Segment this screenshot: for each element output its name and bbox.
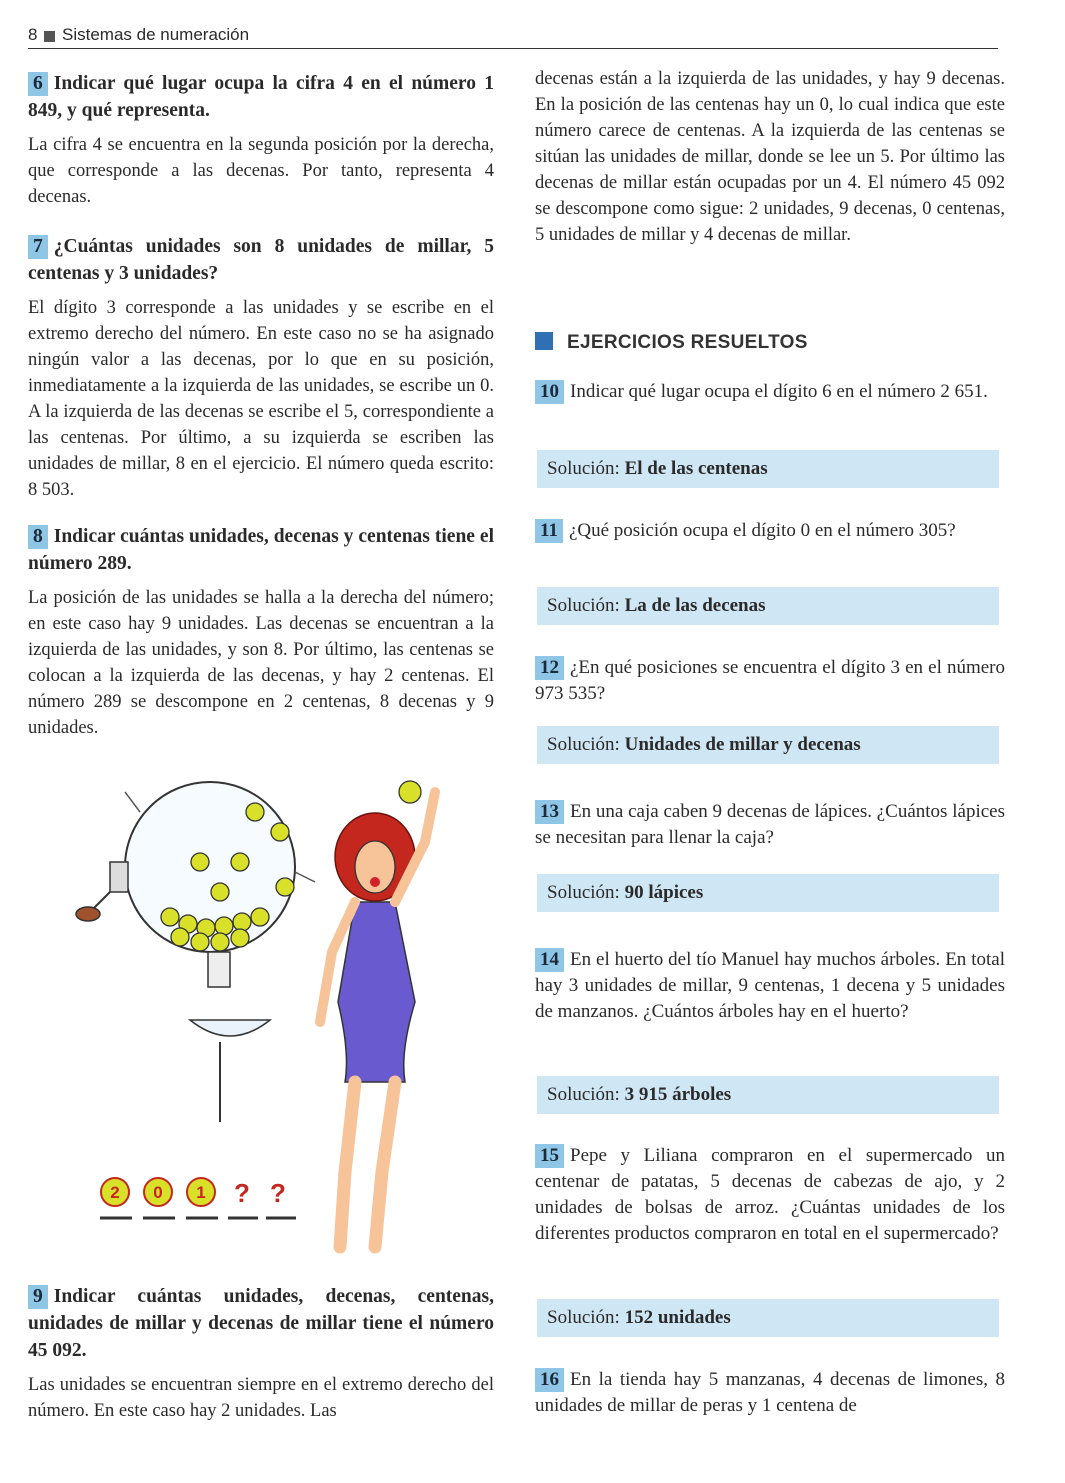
exercise-number: 11 xyxy=(535,519,563,543)
question-9-continuation: decenas están a la izquierda de las unidades, y hay 9 decenas. En la posición de las centenas hay un 0, lo cual indica que este número carece de centenas. A la izquierda de las centenas se sitúan las unidades de millar, donde se lee un 5. Por último las decenas de millar están ocupadas por un 4. El número 45 092 se descompone como sigue: 2 unidades, 9 decenas, 0 centenas, 5 unidades de millar y 4 decenas de millar. xyxy=(535,69,1005,245)
exercise-text: ¿En qué posiciones se encuentra el dígito 3 en el número 973 535? xyxy=(535,657,1005,704)
exercise-number: 10 xyxy=(535,380,564,404)
section-heading: EJERCICIOS RESUELTOS xyxy=(535,332,808,354)
question-6 xyxy=(28,70,494,210)
solution-box: Solución: 152 unidades xyxy=(537,1299,999,1337)
right-column xyxy=(535,66,1005,1416)
question-answer: El dígito 3 corresponde a las unidades y se escribe en el extremo derecho del número. En este caso no se ha asignado ningún valor a las decenas, por lo que en su posición, inmediatamente a la izquierda de las unidades, se escribe un 0. A la izquierda de las decenas se escribe el 5, correspondiente a las centenas. Por último, a su izquierda se escriben las unidades de millar, 8 en el ejercicio. El número queda escrito: 8 503. xyxy=(28,298,494,500)
solution-value: La de las decenas xyxy=(624,595,766,616)
question-7 xyxy=(28,233,494,503)
solution-box: Solución: Unidades de millar y decenas xyxy=(537,726,999,764)
exercise-12 xyxy=(535,655,1005,707)
question-8 xyxy=(28,523,494,741)
crank-handle-icon xyxy=(76,907,100,921)
question-title: Indicar qué lugar ocupa la cifra 4 en el número 1 849, y qué representa. xyxy=(28,73,494,121)
exercise-10 xyxy=(535,379,1005,405)
chapter-title: Sistemas de numeración xyxy=(62,25,250,44)
basin-icon xyxy=(190,1020,270,1036)
exercise-text: En una caja caben 9 decenas de lápices. ¿Cuántos lápices se necesitan para llenar la caja? xyxy=(535,801,1005,848)
exercise-16 xyxy=(535,1367,1005,1419)
exercise-text: ¿Qué posición ocupa el dígito 0 en el número 305? xyxy=(568,520,956,541)
question-mark: ? xyxy=(270,1178,286,1208)
question-answer: La posición de las unidades se halla a la derecha del número; en este caso hay 9 unidades. Las decenas se encuentran a la izquierda de las unidades, y son 8. Por último, las centenas se colocan a la izquierda de las decenas, y hay 2 centenas. El número 289 se descompone en 2 centenas, 8 decenas y 9 unidades. xyxy=(28,588,494,738)
question-number: 6 xyxy=(28,72,48,96)
question-title: ¿Cuántas unidades son 8 unidades de millar, 5 centenas y 3 unidades? xyxy=(28,236,494,284)
question-number: 8 xyxy=(28,525,48,549)
solution-value: Unidades de millar y decenas xyxy=(624,734,861,755)
exercise-number: 13 xyxy=(535,800,564,824)
question-number: 9 xyxy=(28,1285,48,1309)
solution-box: Solución: 3 915 árboles xyxy=(537,1076,999,1114)
exercise-text: Indicar qué lugar ocupa el dígito 6 en el número 2 651. xyxy=(570,381,988,402)
result-balls xyxy=(100,1178,296,1218)
page-header xyxy=(28,22,998,49)
exercise-text: En la tienda hay 5 manzanas, 4 decenas de limones, 8 unidades de millar de peras y 1 centena de xyxy=(535,1369,1005,1416)
solution-value: 3 915 árboles xyxy=(624,1084,732,1105)
question-9 xyxy=(28,1283,494,1424)
question-title: Indicar cuántas unidades, decenas, centenas, unidades de millar y decenas de millar tiene el número 45 092. xyxy=(28,1286,494,1361)
solution-value: El de las centenas xyxy=(624,458,768,479)
solution-value: 152 unidades xyxy=(624,1307,731,1328)
result-ball-number: 1 xyxy=(196,1183,206,1202)
section-square-icon xyxy=(535,332,553,350)
exercise-number: 15 xyxy=(535,1144,564,1168)
page-number: 8 xyxy=(28,25,38,44)
solution-box: Solución: 90 lápices xyxy=(537,874,999,912)
exercise-14 xyxy=(535,947,1005,1025)
header-square-icon xyxy=(44,31,55,42)
lottery-illustration xyxy=(70,752,470,1262)
exercise-number: 12 xyxy=(535,656,564,680)
exercise-15 xyxy=(535,1143,1005,1247)
result-ball-number: 2 xyxy=(110,1183,120,1202)
exercise-13 xyxy=(535,799,1005,851)
exercise-text: Pepe y Liliana compraron en el supermercado un centenar de patatas, 5 decenas de cabezas de ajo, y 2 unidades de bolsas de arroz. ¿Cuántas unidades de los diferentes productos compraron en total en el supermercado? xyxy=(535,1145,1005,1244)
exercise-text: En el huerto del tío Manuel hay muchos árboles. En total hay 3 unidades de millar, 9 centenas, 1 decena y 5 unidades de manzanos. ¿Cuántos árboles hay en el huerto? xyxy=(535,949,1005,1022)
question-answer: La cifra 4 se encuentra en la segunda posición por la derecha, que corresponde a las decenas. Por tanto, representa 4 decenas. xyxy=(28,135,494,207)
solution-box: Solución: La de las decenas xyxy=(537,587,999,625)
question-answer: Las unidades se encuentran siempre en el extremo derecho del número. En este caso hay 2 unidades. Las xyxy=(28,1375,494,1421)
solution-value: 90 lápices xyxy=(624,882,704,903)
solution-box: Solución: El de las centenas xyxy=(537,450,999,488)
question-mark: ? xyxy=(234,1178,250,1208)
question-title: Indicar cuántas unidades, decenas y centenas tiene el número 289. xyxy=(28,526,494,574)
exercise-11 xyxy=(535,518,1005,544)
result-ball-number: 0 xyxy=(153,1183,163,1202)
question-number: 7 xyxy=(28,235,48,259)
woman-figure-icon xyxy=(320,781,435,1247)
exercise-number: 16 xyxy=(535,1368,564,1392)
exercise-number: 14 xyxy=(535,948,564,972)
